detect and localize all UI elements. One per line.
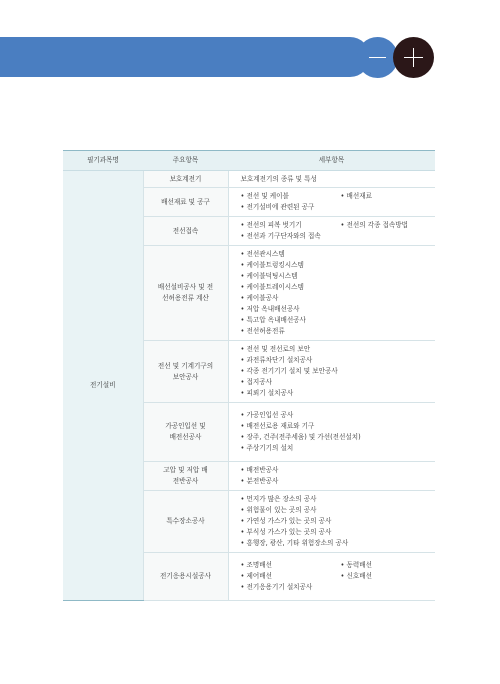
main-item: 전선접속: [143, 217, 228, 246]
detail-list: [241, 465, 436, 487]
list-item: • 부식성 가스가 있는 곳의 공사: [241, 527, 436, 538]
detail-list: [241, 220, 341, 242]
list-item: • 전기응용기기 설치공사: [241, 582, 341, 593]
table-row: [63, 171, 435, 188]
list-item: • 피뢰기 설치공사: [241, 388, 436, 399]
list-item: • 전선과 기구단자와의 접속: [241, 231, 341, 242]
list-item: • 가공인입선 공사: [241, 410, 436, 421]
detail-list: [241, 410, 436, 454]
header-main-item: 주요항목: [143, 151, 228, 171]
list-item: • 분전반공사: [241, 476, 436, 487]
detail-item: [228, 217, 435, 246]
list-item: • 케이블트레이시스템: [241, 282, 436, 293]
main-item: 고압 및 저압 배전반공사: [143, 462, 228, 491]
detail-list: [241, 494, 436, 549]
main-item: 보호계전기: [143, 171, 228, 188]
list-item: • 전선허용전류: [241, 326, 436, 337]
detail-item: [228, 341, 435, 403]
detail-item: [228, 246, 435, 341]
main-item: 배선설비공사 및 전선허용전류 계산: [143, 246, 228, 341]
subject-name: 전기설비: [63, 171, 143, 601]
detail-list: [341, 220, 409, 242]
list-item: • 특고압 옥내배선공사: [241, 315, 436, 326]
main-item: 가공인입선 및 배전선공사: [143, 403, 228, 462]
list-item: • 배전선로용 재료와 기구: [241, 421, 436, 432]
list-item: • 케이블덕팅시스템: [241, 271, 436, 282]
list-item: • 제어배선: [241, 571, 341, 582]
list-item: • 전선 및 전선로의 보안: [241, 344, 436, 355]
detail-item: [228, 553, 435, 601]
list-item: • 배선재료: [341, 191, 372, 202]
list-item: • 과전류차단기 설치공사: [241, 355, 436, 366]
list-item: • 각종 전기기기 설치 및 보안공사: [241, 366, 436, 377]
detail-list: [241, 344, 436, 399]
detail-list: [241, 560, 341, 593]
list-item: • 케이블공사: [241, 293, 436, 304]
detail-list: [341, 191, 372, 213]
list-item: • 저압 옥내배선공사: [241, 304, 436, 315]
main-item: 전선 및 기계기구의 보안공사: [143, 341, 228, 403]
list-item: • 신호배선: [341, 571, 372, 582]
detail-item: [228, 491, 435, 553]
detail-list: [241, 191, 341, 213]
list-item: • 먼지가 많은 장소의 공사: [241, 494, 436, 505]
list-item: • 장주, 건주(전주세움) 및 가선(전선설치): [241, 432, 436, 443]
detail-item: [228, 462, 435, 491]
list-item: • 동력배선: [341, 560, 372, 571]
main-item: 특수장소공사: [143, 491, 228, 553]
plus-icon: [393, 37, 434, 78]
detail-item: [228, 188, 435, 217]
detail-list: [241, 249, 436, 337]
list-item: • 위험물이 있는 곳의 공사: [241, 505, 436, 516]
syllabus-table: [63, 150, 435, 601]
main-item: 전기응용시설공사: [143, 553, 228, 601]
list-item: • 전선관시스템: [241, 249, 436, 260]
minus-icon: [357, 37, 398, 78]
list-item: • 케이블트렁킹시스템: [241, 260, 436, 271]
list-item: • 접지공사: [241, 377, 436, 388]
list-item: • 조명배선: [241, 560, 341, 571]
list-item: • 전선의 피복 벗기기: [241, 220, 341, 231]
list-item: • 전기설비에 관련된 공구: [241, 202, 341, 213]
list-item: • 가연성 가스가 있는 곳의 공사: [241, 516, 436, 527]
list-item: • 배전반공사: [241, 465, 436, 476]
list-item: • 전선 및 케이블: [241, 191, 341, 202]
list-item: • 주상기기의 설치: [241, 443, 436, 454]
detail-item: [228, 403, 435, 462]
header-subject: 필기과목명: [63, 151, 143, 171]
header-detail-item: 세부항목: [228, 151, 435, 171]
list-item: • 흥행장, 광산, 기타 위험장소의 공사: [241, 538, 436, 549]
list-item: • 전선의 각종 접속방법: [341, 220, 409, 231]
header-banner: [0, 37, 370, 77]
detail-list: [341, 560, 372, 593]
detail-item: 보호계전기의 종류 및 특성: [228, 171, 435, 188]
table-header-row: [63, 151, 435, 171]
main-item: 배선재료 및 공구: [143, 188, 228, 217]
